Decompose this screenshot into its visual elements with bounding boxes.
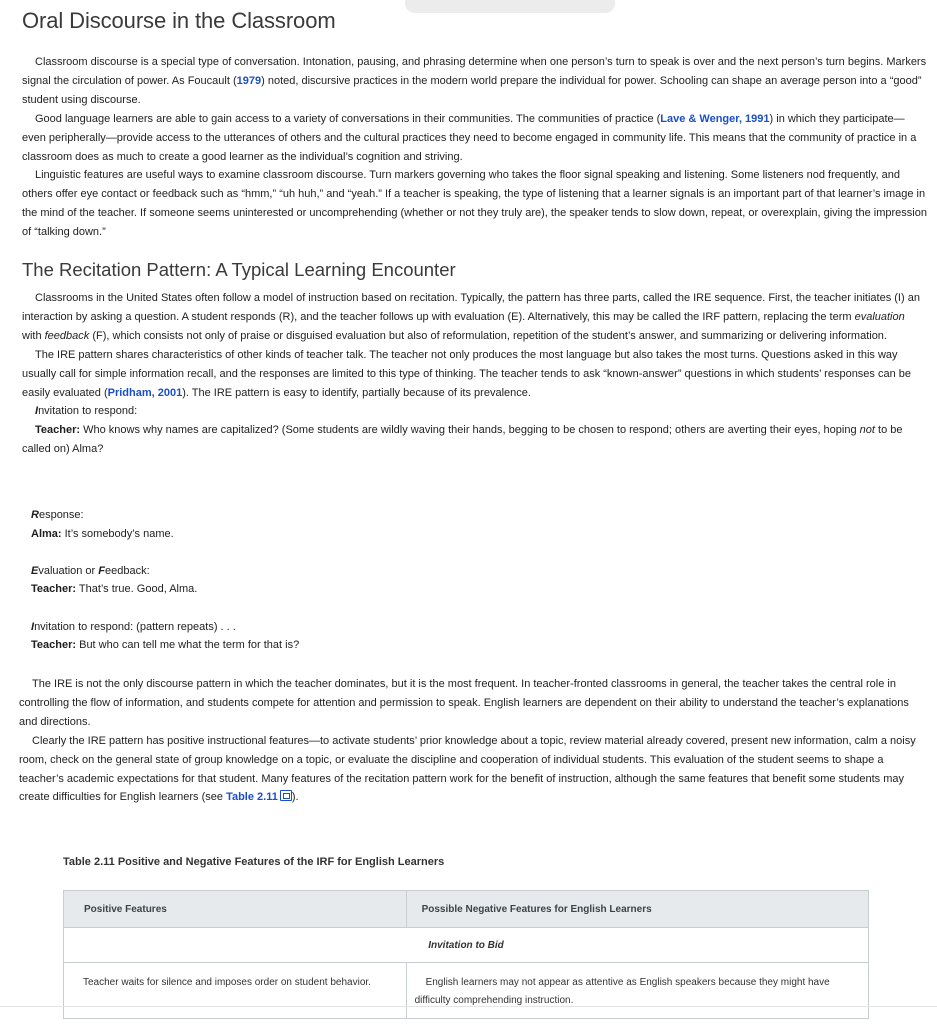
popup-window-icon [280, 790, 292, 801]
bottom-divider [0, 1006, 937, 1007]
section3-body [19, 675, 927, 807]
paragraph: Classrooms in the United States often follow a model of instruction based on recitation. Typically, the pattern has three parts, called the IRE sequence. First, the teacher initiates (I) an interaction by asking a question. A student responds (R), and the teacher follows up with evaluation (E). Alternatively, this may be called the IRF pattern, replacing the term evaluation with feedback (F), which consists not only of praise or disguised evaluation but also of reformulation, repetition of the student’s answer, and summarizing or delivering information. [22, 292, 920, 342]
top-tab-handle [405, 0, 615, 13]
table-header-row [64, 891, 869, 928]
section-title-recitation-pattern: The Recitation Pattern: A Typical Learning Encounter [22, 259, 456, 280]
section-title-oral-discourse: Oral Discourse in the Classroom [22, 8, 336, 33]
paragraph: The IRE is not the only discourse pattern in which the teacher dominates, but it is the most frequent. In teacher-fronted classrooms in general, the teacher takes the central role in controlling the flow of information, and students compete for attention and permission to speak. English learners are dependent on their ability to understand the teacher’s explanations and directions. [19, 678, 909, 728]
section1-body [22, 53, 927, 242]
teacher-line: Teacher: But who can tell me what the term for that is? [31, 639, 300, 651]
teacher-line: Teacher: Who knows why names are capitalized? (Some students are wildly waving their hands, begging to be chosen to respond; others are averting their eyes, hoping not to be called on) Alma? [22, 424, 903, 456]
column-header-negative: Possible Negative Features for English Learners [406, 891, 868, 928]
table-cell: Teacher waits for silence and imposes order on student behavior. [64, 963, 407, 1019]
alma-line: Alma: It’s somebody’s name. [31, 528, 174, 540]
invitation-label: Invitation to respond: [35, 405, 138, 418]
paragraph: Linguistic features are useful ways to examine classroom discourse. Turn markers governing who takes the floor signal speaking and listening. Some listeners nod frequently, and others offer eye contact or feedback such as “hmm,” “uh huh,” and “yeah.” If a teacher is speaking, the type of listening that a learner signals is an important part of that learner’s image in the mind of the teacher. If someone seems uninterested or uncomprehending (whether or not they truly are), the speaker tends to slow down, repeat, or overexplain, giving the impression of “talking down.” [22, 169, 927, 239]
invitation-label: Invitation to respond: (pattern repeats) . . . [31, 621, 236, 633]
column-header-positive: Positive Features [64, 891, 407, 928]
table-subheading-row [64, 928, 869, 963]
paragraph: Good language learners are able to gain access to a variety of conversations in their communities. The communities of practice (Lave & Wenger, 1991) in which they participate—even peripherally—provide access to the utterances of others and the cultural practices they need to become engaged in community life. This means that the community of practice in a classroom does as much to create a good learner as the individual’s cognition and striving. [22, 112, 917, 163]
teacher-line: Teacher: That’s true. Good, Alma. [31, 583, 198, 595]
table-subheading: Invitation to Bid [64, 928, 869, 963]
paragraph: Clearly the IRE pattern has positive instructional features—to activate students’ prior knowledge about a topic, review material already covered, present new information, calm a noisy room, check on the general state of group knowledge on a topic, or evaluate the discipline and cooperation of individual students. This evaluation of the student seems to shape a teacher’s academic expectations for that student. Many features of the recitation pattern work for the benefit of instruction, although the same features that benefit some students may create difficulties for English learners (see Table 2.11 ). [19, 734, 916, 804]
table-link[interactable]: Table 2.11 [226, 791, 292, 803]
response-label: Response: [31, 509, 84, 521]
features-table [63, 890, 869, 1019]
evaluation-label: Evaluation or Feedback: [31, 565, 150, 577]
table-row [64, 963, 869, 1019]
citation-link-foucault[interactable]: 1979 [236, 74, 262, 87]
paragraph: Classroom discourse is a special type of conversation. Intonation, pausing, and phrasing determine when one person’s turn to speak is over and the next person’s turn begins. Markers signal the circulation of power. As Foucault (1979) noted, discursive practices in the modern world prepare the individual for power. Schooling can shape an average person into a “good” student using discourse. [22, 56, 927, 106]
citation-link-pridham[interactable]: Pridham, 2001 [107, 386, 183, 399]
paragraph: The IRE pattern shares characteristics of other kinds of teacher talk. The teacher not only produces the most language but also takes the most turns. Questions asked in this way usually call for simple information recall, and the responses are limited to this type of thinking. The teacher tends to ask “known-answer” questions in which students’ responses can be easily evaluated (Pridham, 2001). The IRE pattern is easy to identify, partially because of its prevalence. [22, 348, 912, 399]
citation-link-lave-wenger[interactable]: Lave & Wenger, 1991 [660, 112, 770, 125]
table-cell: English learners may not appear as attentive as English speakers because they might have difficulty comprehending instruction. [406, 963, 868, 1019]
table-caption: Table 2.11 Positive and Negative Features of the IRF for English Learners [63, 856, 445, 868]
section2-body [22, 289, 927, 459]
